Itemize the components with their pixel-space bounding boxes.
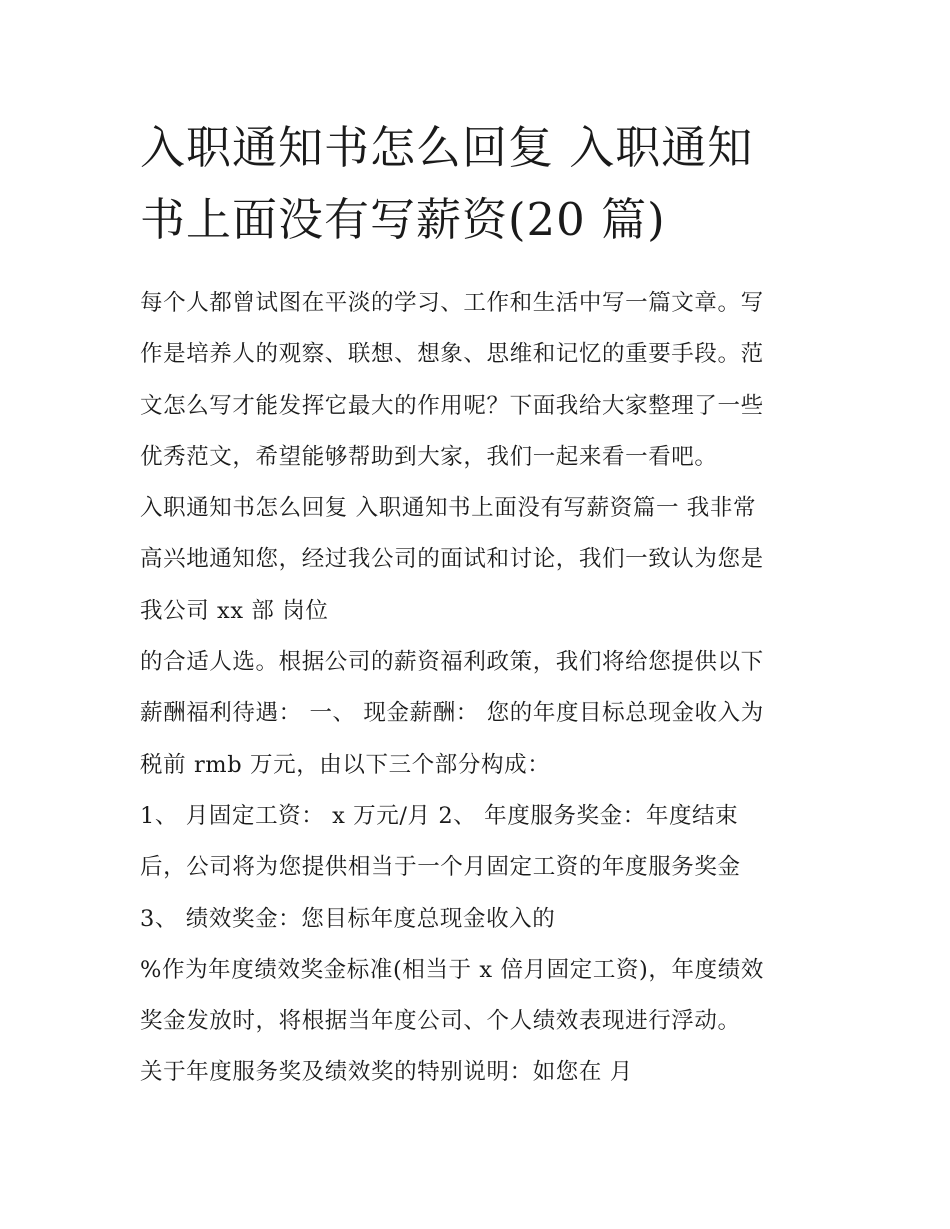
body-line-4: 优秀范文，希望能够帮助到大家，我们一起来看一看吧。 — [140, 443, 718, 470]
body-line-5: 入职通知书怎么回复 入职通知书上面没有写薪资篇一 我非常 — [140, 495, 757, 522]
body-line-14: %作为年度绩效奖金标准(相当于 x 倍月固定工资)，年度绩效 — [140, 956, 764, 983]
body-line-13: 3、 绩效奖金：您目标年度总现金收入的 — [140, 905, 556, 932]
title-line-2: 书上面没有写薪资(20 篇) — [140, 193, 666, 246]
body-line-11: 1、 月固定工资： x 万元/月 2、 年度服务奖金：年度结束 — [140, 802, 739, 829]
body-line-16: 关于年度服务奖及绩效奖的特别说明：如您在 月 — [140, 1059, 633, 1086]
body-line-15: 奖金发放时，将根据当年度公司、个人绩效表现进行浮动。 — [140, 1008, 741, 1035]
title-line-1: 入职通知书怎么回复 入职通知 — [140, 121, 754, 174]
body-line-3: 文怎么写才能发挥它最大的作用呢？下面我给大家整理了一些 — [140, 392, 764, 419]
body-line-7: 我公司 xx 部 岗位 — [140, 597, 329, 624]
body-line-10: 税前 rmb 万元，由以下三个部分构成： — [140, 751, 551, 778]
body-line-1: 每个人都曾试图在平淡的学习、工作和生活中写一篇文章。写 — [140, 290, 764, 316]
body-line-6: 高兴地通知您，经过我公司的面试和讨论，我们一致认为您是 — [140, 546, 764, 573]
body-line-2: 作是培养人的观察、联想、想象、思维和记忆的重要手段。范 — [140, 341, 764, 368]
body-line-9: 薪酬福利待遇： 一、 现金薪酬： 您的年度目标总现金收入为 — [140, 700, 764, 727]
body-line-12: 后，公司将为您提供相当于一个月固定工资的年度服务奖金 — [140, 854, 741, 881]
body-line-8: 的合适人选。根据公司的薪资福利政策，我们将给您提供以下 — [140, 649, 764, 676]
document-title — [140, 112, 830, 256]
document-body — [140, 278, 830, 1099]
